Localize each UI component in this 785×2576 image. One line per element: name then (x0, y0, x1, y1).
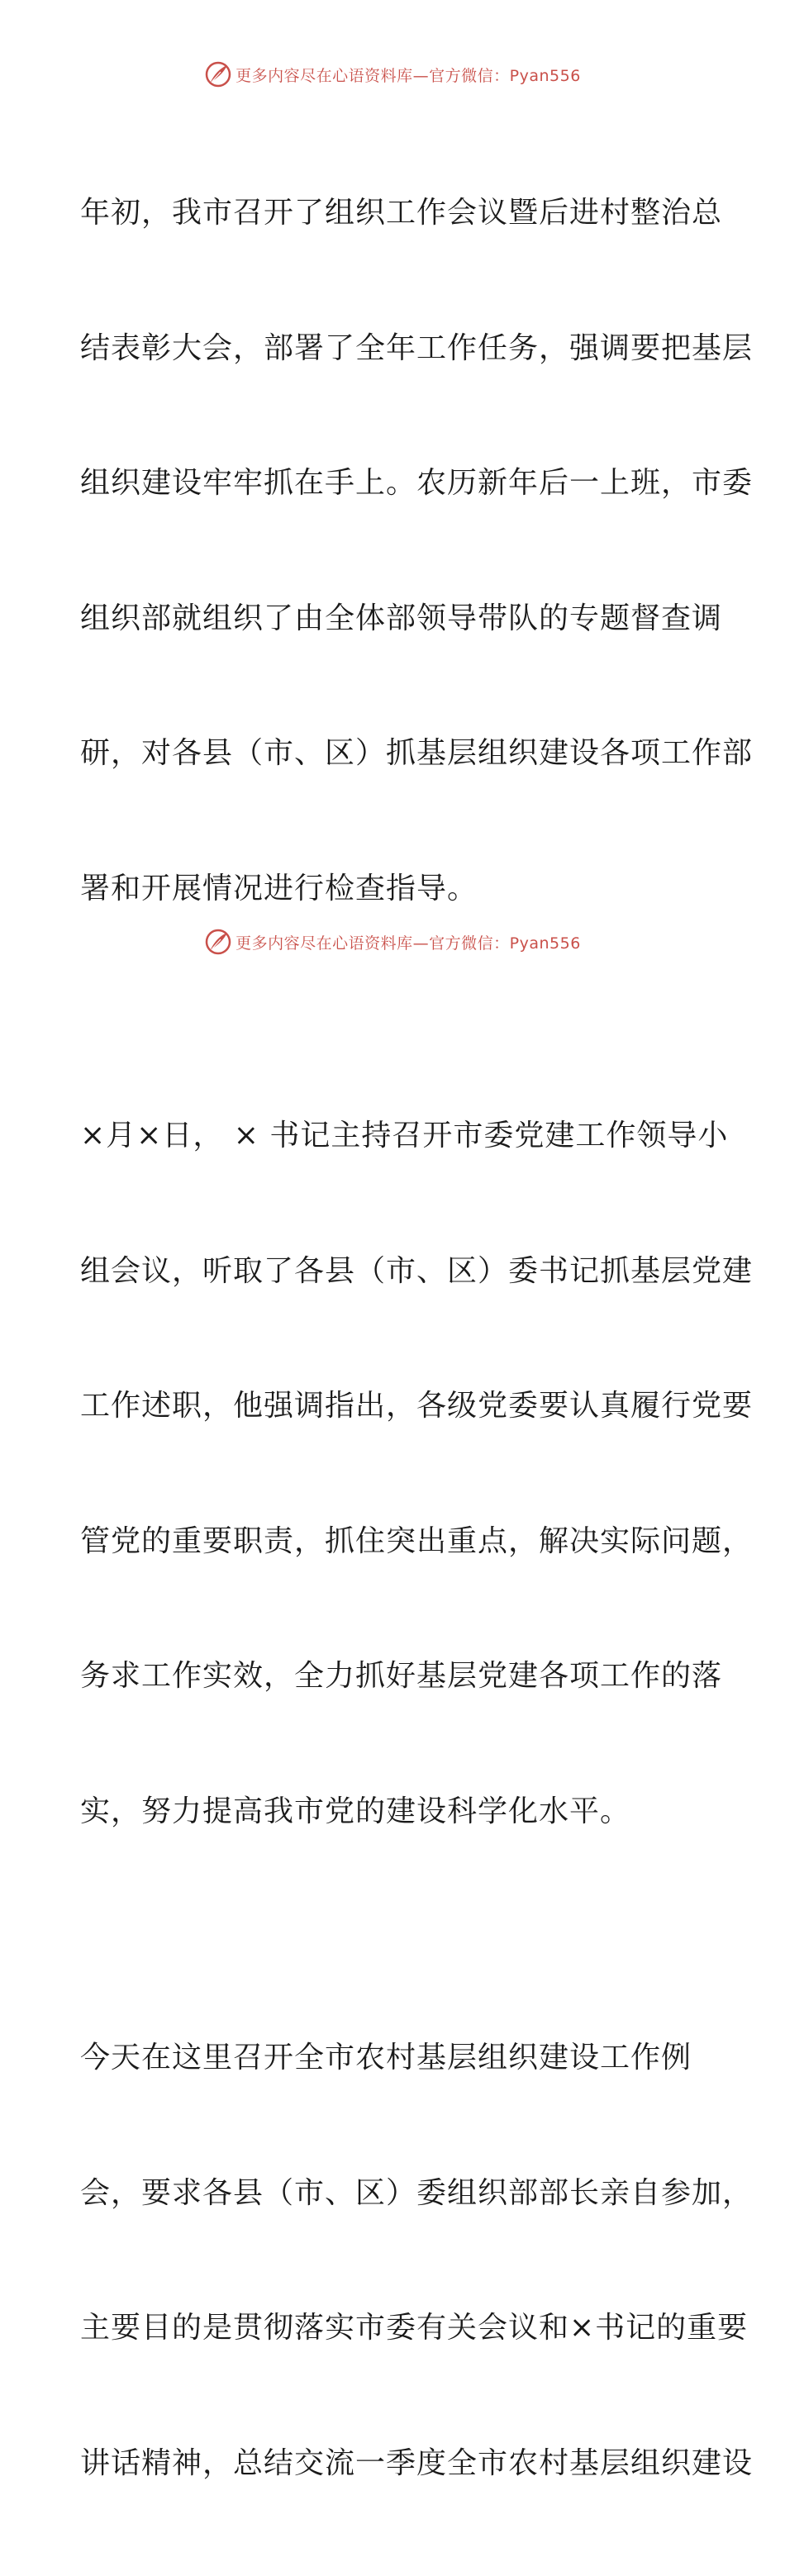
text-line: 署和开展情况进行检查指导。 (80, 871, 478, 905)
text-line: 会，要求各县（市、区）委组织部部长亲自参加， (80, 2175, 754, 2210)
text-line: 今天在这里召开全市农村基层组织建设工作例 (80, 2041, 692, 2075)
text-line: 管党的重要职责，抓住突出重点，解决实际问题， (80, 1523, 754, 1558)
text-line: 组织建设牢牢抓在手上。农历新年后一上班，市委 (80, 466, 754, 500)
text-line: 年初，我市召开了组织工作会议暨后进村整治总 (80, 196, 723, 230)
text-line: 研，对各县（市、区）抓基层组织建设各项工作部 (80, 736, 754, 770)
footer-watermark (0, 925, 785, 958)
text-line: 主要目的是贯彻落实市委有关会议和×书记的重要 (80, 2311, 749, 2345)
text-line: 组会议，听取了各县（市、区）委书记抓基层党建 (80, 1253, 754, 1288)
text-line: 务求工作实效，全力抓好基层党建各项工作的落 (80, 1659, 723, 1693)
watermark-text: 更多内容尽在心语资料库—官方微信：Pyan556 (236, 66, 581, 85)
header-watermark (0, 58, 785, 91)
text-line: 工作述职，他强调指出，各级党委要认真履行党要 (80, 1389, 754, 1423)
watermark-text: 更多内容尽在心语资料库—官方微信：Pyan556 (236, 934, 581, 953)
text-line: 讲话精神，总结交流一季度全市农村基层组织建设 (80, 2445, 754, 2480)
paragraph-3 (80, 1946, 754, 2576)
paragraph-1 (80, 101, 754, 1001)
text-line: 组织部就组织了由全体部领导带队的专题督查调 (80, 601, 723, 635)
text-line: 实，努力提高我市党的建设科学化水平。 (80, 1794, 631, 1828)
text-line: ×月×日， × 书记主持召开市委党建工作领导小 (80, 1119, 729, 1153)
text-line: 结表彰大会，部署了全年工作任务，强调要把基层 (80, 330, 754, 365)
feather-logo-icon (204, 928, 232, 956)
paragraph-2 (80, 1024, 754, 1924)
feather-logo-icon (204, 60, 232, 88)
document-body (80, 101, 754, 2576)
